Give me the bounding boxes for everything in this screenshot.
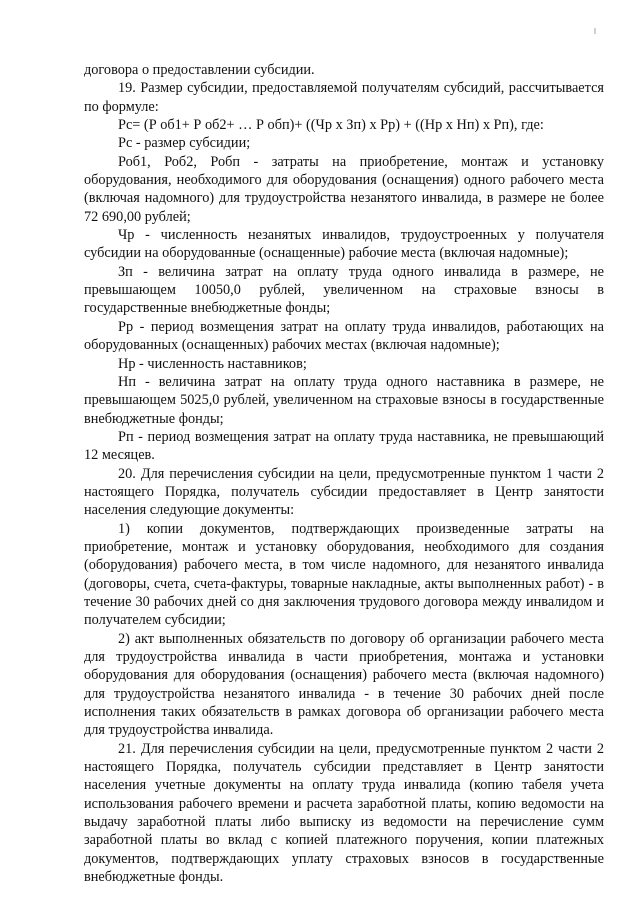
definition-zp: Зп - величина затрат на оплату труда одного инвалида в размере, не превышающем 10050,0 рублей, увеличенном на страховые взносы в государственные внебюджетные фонды;: [84, 263, 604, 317]
paragraph-21: 21. Для перечисления субсидии на цели, предусмотренные пунктом 2 части 2 настоящего Порядка, получатель субсидии представляет в Центр занятости населения учетные документы на оплату труда инвалида (копию табеля учета использования рабочего времени и расчета заработной платы, копию ведомости на выдачу заработной платы либо выписку из ведомости на перечисление сумм заработной платы во вклад с копией платежного поручения, копии платежных документов, подтверждающих уплату страховых взносов в государственные внебюджетные фонды.: [84, 740, 604, 886]
paragraph-20-item-1: 1) копии документов, подтверждающих произведенные затраты на приобретение, монтаж и установку оборудования, необходимого для создания (оборудования) рабочего места, в том числе надомного, для незанятого инвалида (договоры, счета, счета-фактуры, товарные накладные, акты выполненных работ) - в течение 30 рабочих дней со дня заключения трудового договора между инвалидом и получателем субсидии;: [84, 520, 604, 629]
definition-np: Нп - величина затрат на оплату труда одного наставника в размере, не превышающем 5025,0 рублей, увеличенном на страховые взносы в государственные внебюджетные фонды;: [84, 373, 604, 427]
subsidy-formula: Рс= (Р об1+ Р об2+ … Р обп)+ ((Чр х Зп) х Рр) + ((Нр х Нп) х Рп), где:: [118, 117, 544, 134]
definition-chr: Чр - численность незанятых инвалидов, трудоустроенных у получателя субсидии на оборудованные (оснащенные) рабочие места (включая надомные);: [84, 227, 604, 262]
definition-rs: Рс - размер субсидии;: [118, 135, 251, 152]
paragraph-19-intro: 19. Размер субсидии, предоставляемой получателям субсидий, рассчитывается по формуле:: [84, 80, 604, 115]
scan-mark: [594, 28, 596, 34]
paragraph-continuation: договора о предоставлении субсидии.: [84, 62, 315, 78]
paragraph-20: 20. Для перечисления субсидии на цели, предусмотренные пунктом 1 части 2 настоящего Порядка, получатель субсидии предоставляет в Центр занятости населения следующие документы:: [84, 465, 604, 519]
paragraph-20-item-2: 2) акт выполненных обязательств по договору об организации рабочего места для трудоустройства инвалида в части приобретения, монтажа и установки оборудования для оборудования (оснащения) рабочего места (включая надомного) для трудоустройства незанятого инвалида - в течение 30 рабочих дней после исполнения таких обязательств в рамках договора об организации рабочего места для трудоустройства инвалида.: [84, 630, 604, 739]
definition-rob: Роб1, Роб2, Робп - затраты на приобретение, монтаж и установку оборудования, необходимого для оборудования (оснащения) одного рабочего места (включая надомного) для трудоустройства незанятого инвалида, в размере не более 72 690,00 рублей;: [84, 153, 604, 225]
definition-rp: Рп - период возмещения затрат на оплату труда наставника, не превышающий 12 месяцев.: [84, 428, 604, 464]
definition-nr: Нр - численность наставников;: [118, 355, 307, 372]
definition-rr: Рр - период возмещения затрат на оплату труда инвалидов, работающих на оборудованных (оснащенных) рабочих местах (включая надомные);: [84, 318, 604, 354]
document-body: [84, 61, 604, 886]
